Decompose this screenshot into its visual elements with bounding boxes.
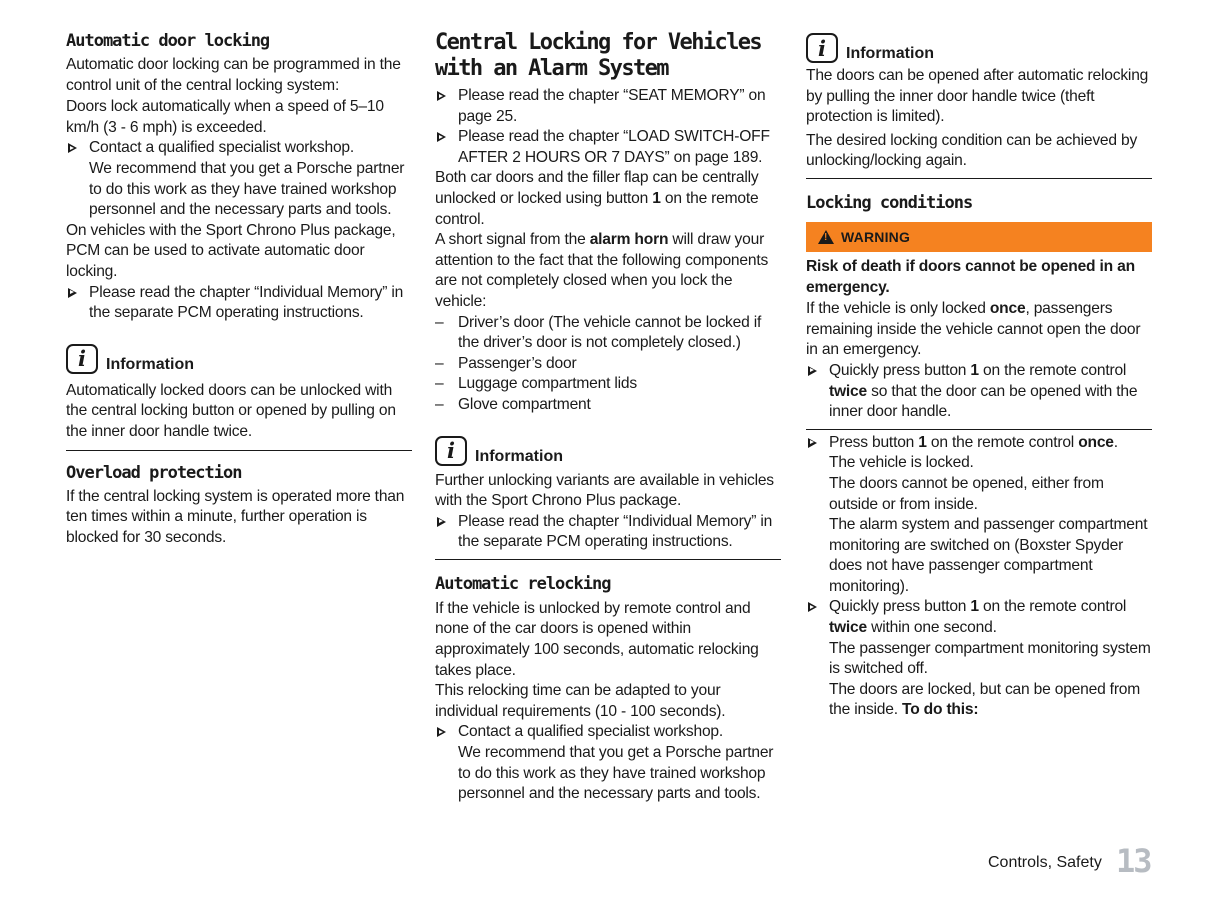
bullet-text: The passenger compartment monitoring system is switched off. (829, 639, 1151, 678)
dash-item: – Glove compartment (435, 395, 781, 416)
paragraph: Automatic door locking can be programmed in the control unit of the central locking system: (66, 56, 401, 94)
warning-banner (806, 222, 1152, 252)
info-header (66, 344, 412, 374)
bullet-item (66, 138, 412, 220)
bullet-text: The doors cannot be opened, either from outside or from inside. (829, 474, 1104, 513)
bullet-item: Please read the chapter “LOAD SWITCH-OFF AFTER 2 HOURS OR 7 DAYS” on page 189. (435, 127, 781, 168)
bullet-text: Contact a qualified specialist workshop. (458, 723, 724, 741)
dash-item: – Passenger’s door (435, 354, 781, 375)
divider (435, 559, 781, 560)
bullet-item: Please read the chapter “SEAT MEMORY” on page 25. (435, 86, 781, 127)
bullet-item (435, 722, 781, 804)
info-text: Automatically locked doors can be unlocked with the central locking button or opened by pulling on the inner door handle twice. (66, 381, 396, 440)
information-icon: i (66, 344, 98, 374)
footer-section: Controls, Safety (988, 854, 1102, 871)
paragraph: A short signal from the alarm horn will draw your attention to the fact that the following components are not completely closed when you lock the vehicle: (435, 231, 769, 310)
bullet-item: Please read the chapter “Individual Memory” in the separate PCM operating instructions. (66, 283, 412, 324)
heading-automatic-relocking: Automatic relocking (435, 573, 611, 594)
info-title: Information (106, 355, 194, 373)
info-text: The desired locking condition can be achieved by unlocking/locking again. (806, 131, 1138, 170)
bullet-text: The vehicle is locked. (829, 454, 974, 472)
heading-automatic-door-locking: Automatic door locking (66, 31, 270, 51)
info-title: Information (846, 45, 934, 62)
paragraph: Doors lock automatically when a speed of 5–10 km/h (3 - 6 mph) is exceeded. (66, 98, 384, 136)
bullet-text: Contact a qualified specialist workshop. (89, 139, 355, 157)
bullet-item: Press button 1 on the remote control once. The vehicle is locked. The doors cannot be opened, either from outside or from inside. The alarm system and passenger compartment monitoring are switched on (Boxster Spyder does not have passenger compartment monitoring). (806, 433, 1152, 598)
warning-icon (818, 230, 834, 244)
warning-title: Risk of death if doors cannot be opened in an emergency. (806, 257, 1135, 296)
bullet-item: Quickly press button 1 on the remote control twice within one second. The passenger compartment monitoring system is switched off. The doors are locked, but can be opened from the inside. To do this: (806, 597, 1152, 721)
divider (66, 450, 412, 451)
info-text: Further unlocking variants are available in vehicles with the Sport Chrono Plus package. (435, 471, 774, 510)
dash-item: – Luggage compartment lids (435, 374, 781, 395)
info-title: Information (475, 447, 563, 465)
heading-locking-conditions: Locking conditions (806, 192, 973, 213)
paragraph: If the vehicle is only locked once, passengers remaining inside the vehicle cannot open the door in an emergency. (806, 300, 1141, 359)
information-icon: i (435, 436, 467, 466)
info-text: The doors can be opened after automatic relocking by pulling the inner door handle twice (theft protection is limited). (806, 67, 1149, 126)
info-header (806, 33, 1152, 63)
bullet-text: We recommend that you get a Porsche partner to do this work as they have trained workshop personnel and the necessary parts and tools. (458, 744, 774, 803)
dash-item: – Driver’s door (The vehicle cannot be locked if the driver’s door is not completely closed.) (435, 313, 781, 354)
bullet-item: Please read the chapter “Individual Memory” in the separate PCM operating instructions. (435, 512, 781, 553)
paragraph: On vehicles with the Sport Chrono Plus package, PCM can be used to activate automatic door locking. (66, 221, 396, 280)
divider (806, 429, 1152, 430)
heading-central-locking-alarm: Central Locking for Vehicles with an Alarm System (435, 30, 762, 81)
warning-label: WARNING (841, 228, 911, 245)
paragraph: If the central locking system is operated more than ten times within a minute, further operation is blocked for 30 seconds. (66, 487, 405, 546)
information-icon: i (806, 33, 838, 63)
bullet-text: The alarm system and passenger compartment monitoring are switched on (Boxster Spyder does not have passenger compartment monitoring). (829, 516, 1148, 595)
paragraph: If the vehicle is unlocked by remote control and none of the car doors is opened within approximately 100 seconds, automatic relocking takes place. (435, 599, 759, 679)
divider (806, 178, 1152, 179)
bullet-item: Quickly press button 1 on the remote control twice so that the door can be opened with the inner door handle. (806, 361, 1152, 423)
paragraph: Both car doors and the filler flap can be centrally unlocked or locked using button 1 on the remote control. (435, 169, 759, 228)
page-number: 13 (1116, 842, 1151, 880)
paragraph: This relocking time can be adapted to your individual requirements (10 - 100 seconds). (435, 682, 726, 720)
info-header (435, 436, 781, 466)
heading-overload-protection: Overload protection (66, 462, 242, 483)
bullet-text: We recommend that you get a Porsche partner to do this work as they have trained workshop personnel and the necessary parts and tools. (89, 159, 405, 219)
